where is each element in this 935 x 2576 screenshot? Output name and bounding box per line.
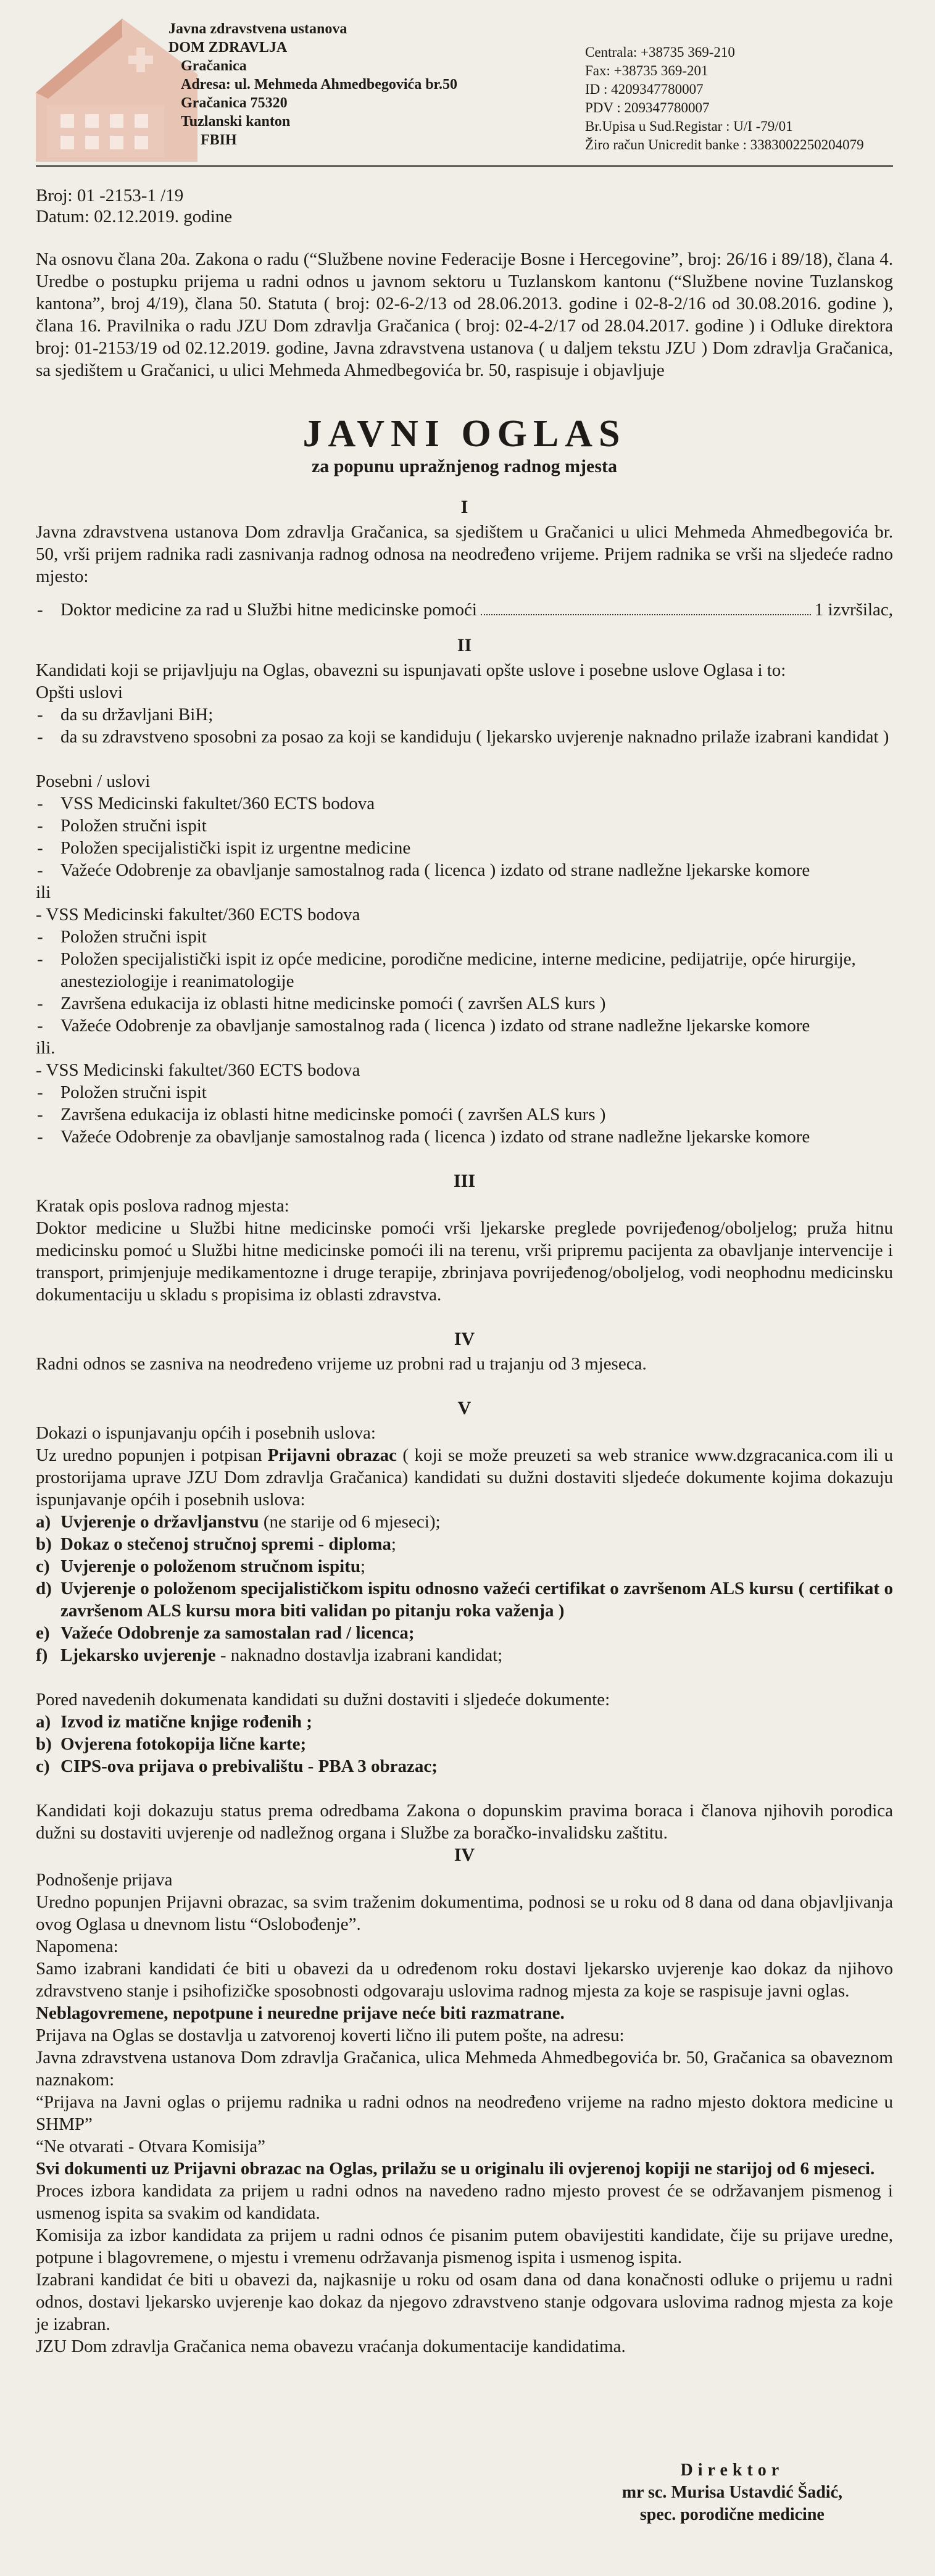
item-bold: Ljekarsko uvjerenje <box>60 1645 216 1665</box>
item-bold: Uvjerenje o položenom specijalističkom ispitu odnosno važeći certifikat o završenom ALS kursu ( certifikat o završenom ALS kursu mora biti validan po pitanju roka važenja ) <box>60 1579 893 1621</box>
item-normal: ; <box>391 1534 396 1554</box>
contact-line: Br.Upisa u Sud.Registar : U/I -79/01 <box>585 118 793 134</box>
list-item: - da su državljani BiH; <box>36 704 893 726</box>
list-item <box>36 1733 893 1755</box>
section-label: Dokazi o ispunjavanju općih i posebnih uslova: <box>36 1423 376 1443</box>
reference-block <box>36 185 893 227</box>
text-run: Uz uredno popunjen i potpisan <box>36 1445 268 1465</box>
list-item <box>36 1511 893 1533</box>
inst-line: Adresa: ul. Mehmeda Ahmedbegovića br.50 <box>181 77 458 93</box>
special-conditions-1 <box>36 792 893 881</box>
special-label: Posebni / uslovi <box>36 771 151 791</box>
list-item <box>36 1711 893 1733</box>
section-text: Kandidati koji se prijavljuju na Oglas, obavezni su ispunjavati opšte uslove i posebne uslove Oglasa i to: <box>36 660 786 680</box>
item-normal: ; <box>360 1556 366 1576</box>
list-item: - Važeće Odobrenje za obavljanje samostalnog rada ( licenca ) izdato od strane nadležne ljekarske komore <box>36 859 893 881</box>
section-heading: II <box>457 635 472 655</box>
item-bold: Važeće Odobrenje za samostalan rad / licenca; <box>60 1623 415 1643</box>
contact-line: ID : 4209347780007 <box>585 81 704 97</box>
section-text <box>36 1444 893 1511</box>
inst-line: FBIH <box>201 132 237 148</box>
section-heading: IV <box>454 1845 475 1865</box>
item-normal: - naknadno dostavlja izabrani kandidat; <box>215 1645 503 1665</box>
item-bold: Ovjerena fotokopija lične karte; <box>60 1734 307 1754</box>
letterhead <box>36 0 893 185</box>
item-letter: b) <box>36 1734 52 1754</box>
additional-docs-label: Pored navedenih dokumenata kandidati su dužni dostaviti i sljedeće dokumente: <box>36 1690 610 1710</box>
section-heading: I <box>460 497 468 517</box>
special-conditions-2 <box>36 926 893 1037</box>
list-item <box>36 1622 893 1644</box>
list-item: - Važeće Odobrenje za obavljanje samostalnog rada ( licenca ) izdato od strane nadležne ljekarske komore <box>36 1015 893 1037</box>
contact-line: Žiro račun Unicredit banke : 3383002250204079 <box>585 137 864 152</box>
envelope-mark: “Prijava na Javni oglas o prijemu radnika u radni odnos na neodređeno vrijeme na radno mjesto doktora medicine u SHMP” <box>36 2092 893 2134</box>
section-text: Doktor medicine u Službi hitne medicinske pomoći vrši ljekarske preglede povrijeđenog/oboljelog; pruža hitnu medicinsku pomoć u Službi hitne medicinske pomoći ili na terenu, vrši pripremu pacijenta za obavljanje intervencije i transport, primjenjuje medikamentozne i druge terapije, zbrinjava povrijeđenog/oboljelog, vodi neophodnu medicinsku dokumentaciju u skladu s propisima iz oblasti zdravstva. <box>36 1218 893 1305</box>
form-name: Prijavni obrazac <box>267 1445 397 1465</box>
list-item <box>36 1577 893 1622</box>
position-line <box>36 599 893 621</box>
reference-number: Broj: 01 -2153-1 /19 <box>36 186 184 206</box>
incomplete-warning: Neblagovremene, nepotpune i neuredne prijave neće biti razmatrane. <box>36 2003 565 2023</box>
item-bold: Izvod iz matične knjige rođenih ; <box>60 1712 312 1732</box>
inst-line: Tuzlanski kanton <box>181 114 291 130</box>
header-divider <box>36 165 893 167</box>
item-bold: Uvjerenje o državljanstvu <box>60 1512 259 1532</box>
veterans-note: Kandidati koji dokazuju status prema odredbama Zakona o dopunskim pravima boraca i članova njihovih porodica dužni su dostaviti uvjerenje od nadležnog organa i Službe za boračko-invalidsku zaštitu. <box>36 1801 893 1843</box>
envelope-mark: “Ne otvarati - Otvara Komisija” <box>36 2137 266 2156</box>
item-normal: (ne starije od 6 mjeseci); <box>259 1512 441 1532</box>
document-body <box>36 185 893 2358</box>
contact-line: Centrala: +38735 369-210 <box>585 44 735 60</box>
list-item: - Položen specijalistički ispit iz urgentne medicine <box>36 837 893 859</box>
process-text: Proces izbora kandidata za prijem u radni odnos na navedeno radno mjesto provest će se održavanjem pismenog i usmenog ispita sa svakim od kandidata. <box>36 2181 893 2223</box>
note-text: Samo izabrani kandidati će biti u obavezi da u određenom roku dostavi ljekarsko uvjerenje kao dokaz da njihovo zdravstveno stanje i psihofizičke sposobnosti odgovaraju uslovima radnog mjesta za koje se raspisuje javni oglas. <box>36 1959 893 2001</box>
page-title: JAVNI OGLAS <box>302 413 626 455</box>
group-head: - VSS Medicinski fakultet/360 ECTS bodova <box>36 905 360 924</box>
inst-line: Javna zdravstvena ustanova <box>168 21 347 37</box>
signature-name: mr sc. Murisa Ustavdić Šadić, <box>621 2483 842 2502</box>
special-conditions-3 <box>36 1081 893 1148</box>
section-heading: IV <box>454 1329 475 1349</box>
section-text: Javna zdravstvena ustanova Dom zdravlja Gračanica, sa sjedištem u Gračanici u ulici Mehmeda Ahmedbegovića br. 50, vrši prijem radnika radi zasnivanja radnog odnosa na neodređeno vrijeme. Prijem radnika se vrši na sljedeće radno mjesto: <box>36 522 893 586</box>
list-item: - Položen stručni ispit <box>36 926 893 948</box>
text-run: ( koji se može preuzeti sa web stranice www.dzgracanica.com ili u prostorijama uprave JZU Dom zdravlja Gračanica) kandidati su dužni dostaviti sljedeće dokumente kojima dokazuju ispunjavanje općih i posebnih uslova: <box>36 1445 893 1510</box>
item-letter: e) <box>36 1623 50 1643</box>
reference-date: Datum: 02.12.2019. godine <box>36 207 233 226</box>
item-letter: c) <box>36 1556 50 1576</box>
inst-line: DOM ZDRAVLJA <box>168 39 288 56</box>
selected-text: Izabrani kandidat će biti u obavezi da, najkasnije u roku od osam dana od dana konačnosti odluke o prijemu u radni odnos, dostavi ljekarsko uvjerenje kao dokaz da njegovo zdravstveno stanje odgovara uslovima radnog mjesta za koje je izabran. <box>36 2270 893 2334</box>
signature-role: spec. porodične medicine <box>639 2505 825 2524</box>
dot-leader <box>481 599 811 615</box>
return-text: JZU Dom zdravlja Gračanica nema obavezu vraćanja dokumentacije kandidatima. <box>36 2337 626 2356</box>
note-label: Napomena: <box>36 1937 118 1956</box>
signature-title: Direktor <box>680 2461 784 2480</box>
item-letter: b) <box>36 1534 52 1554</box>
signature-block <box>622 2459 842 2526</box>
item-letter: f) <box>36 1645 48 1665</box>
position-count: 1 izvršilac, <box>814 600 893 620</box>
section-heading: V <box>457 1398 472 1418</box>
list-item: - Završena edukacija iz oblasti hitne medicinske pomoći ( završen ALS kurs ) <box>36 992 893 1015</box>
contact-line: Fax: +38735 369-201 <box>585 63 709 78</box>
envelope-text: Prijava na Oglas se dostavlja u zatvorenoj koverti lično ili putem pošte, na adresu: <box>36 2025 625 2045</box>
submission-text: Uredno popunjen Prijavni obrazac, sa svim traženim dokumentima, podnosi se u roku od 8 dana od dana objavljivanja ovog Oglasa u dnevnom listu “Oslobođenje”. <box>36 1892 893 1934</box>
list-item: - da su zdravstveno sposobni za posao za koji se kandiduju ( ljekarsko uvjerenje naknadno prilaže izabrani kandidat ) <box>36 726 893 748</box>
item-bold: Dokaz o stečenoj stručnoj spremi - diploma <box>60 1534 391 1554</box>
or-separator: ili <box>36 883 51 902</box>
section-label: Kratak opis poslova radnog mjesta: <box>36 1196 289 1216</box>
item-letter: d) <box>36 1579 52 1598</box>
page-subtitle: za popunu upražnjenog radnog mjesta <box>311 456 618 476</box>
inst-line: Gračanica <box>181 58 247 74</box>
item-letter: c) <box>36 1756 50 1776</box>
general-conditions <box>36 704 893 748</box>
list-item: - Položen stručni ispit <box>36 815 893 837</box>
section-heading: III <box>453 1171 476 1191</box>
item-letter: a) <box>36 1712 51 1732</box>
list-item <box>36 1555 893 1577</box>
list-item: - Položen stručni ispit <box>36 1081 893 1103</box>
section-text: Radni odnos se zasniva na neodređeno vrijeme uz probni rad u trajanju od 3 mjeseca. <box>36 1354 647 1374</box>
intro-paragraph: Na osnovu člana 20a. Zakona o radu (“Službene novine Federacije Bosne i Hercegovine”, broj: 26/16 i 89/18), člana 4. Uredbe o postupku prijema u radni odnos u javnom sektoru u Tuzlanskom kantonu (“Službene novine Tuzlanskog kantona”, broj 4/19), člana 50. Statuta ( broj: 02-6-2/13 od 28.06.2013. godine i 02-8-2/16 od 30.08.2016. godine ), člana 16. Pravilnika o radu JZU Dom zdravlja Gračanica ( broj: 02-4-2/17 od 28.04.2017. godine ) i Odluke direktora broj: 01-2153/19 od 02.12.2019. godine, Javna zdravstvena ustanova ( u daljem tekstu JZU ) Dom zdravlja Gračanica, sa sjedištem u Gračanici, u ulici Mehmeda Ahmedbegovića br. 50, raspisuje i objavljuje <box>36 249 893 380</box>
list-item: - Važeće Odobrenje za obavljanje samostalnog rada ( licenca ) izdato od strane nadležne ljekarske komore <box>36 1126 893 1148</box>
inst-line: Gračanica 75320 <box>181 95 288 111</box>
contact-info <box>585 43 864 154</box>
list-item <box>36 1533 893 1555</box>
item-letter: a) <box>36 1512 51 1532</box>
contact-line: PDV : 209347780007 <box>585 100 710 115</box>
position-name: - Doktor medicine za rad u Službi hitne medicinske pomoći <box>60 600 477 620</box>
institution-info <box>168 20 457 149</box>
list-item <box>36 1644 893 1666</box>
item-bold: CIPS-ova prijava o prebivalištu - PBA 3 obrazac; <box>60 1756 438 1776</box>
documents-list <box>36 1511 893 1666</box>
list-item <box>36 1755 893 1777</box>
group-head: - VSS Medicinski fakultet/360 ECTS bodova <box>36 1060 360 1080</box>
section-label: Podnošenje prijava <box>36 1870 173 1890</box>
list-item: - VSS Medicinski fakultet/360 ECTS bodova <box>36 792 893 815</box>
original-docs-note: Svi dokumenti uz Prijavni obrazac na Oglas, prilažu se u originalu ili ovjerenoj kopiji ne starijoj od 6 mjeseci. <box>36 2159 875 2179</box>
list-item: - Završena edukacija iz oblasti hitne medicinske pomoći ( završen ALS kurs ) <box>36 1103 893 1126</box>
item-bold: Uvjerenje o položenom stručnom ispitu <box>60 1556 360 1576</box>
or-separator: ili. <box>36 1038 56 1058</box>
address-text: Javna zdravstvena ustanova Dom zdravlja Gračanica, ulica Mehmeda Ahmedbegovića br. 50, Gračanica sa obaveznom naznakom: <box>36 2048 893 2090</box>
list-item: - Položen specijalistički ispit iz opće medicine, porodične medicine, interne medicine, pedijatrije, opće hirurgije, anesteziologije i reanimatologije <box>36 948 893 992</box>
commission-text: Komisija za izbor kandidata za prijem u radni odnos će pisanim putem obavijestiti kandidate, čije su prijave uredne, potpune i blagovremene, o mjestu i vremenu održavanja pismenog ispita i usmenog ispita. <box>36 2225 893 2267</box>
additional-docs-list <box>36 1711 893 1777</box>
general-label: Opšti uslovi <box>36 683 123 702</box>
